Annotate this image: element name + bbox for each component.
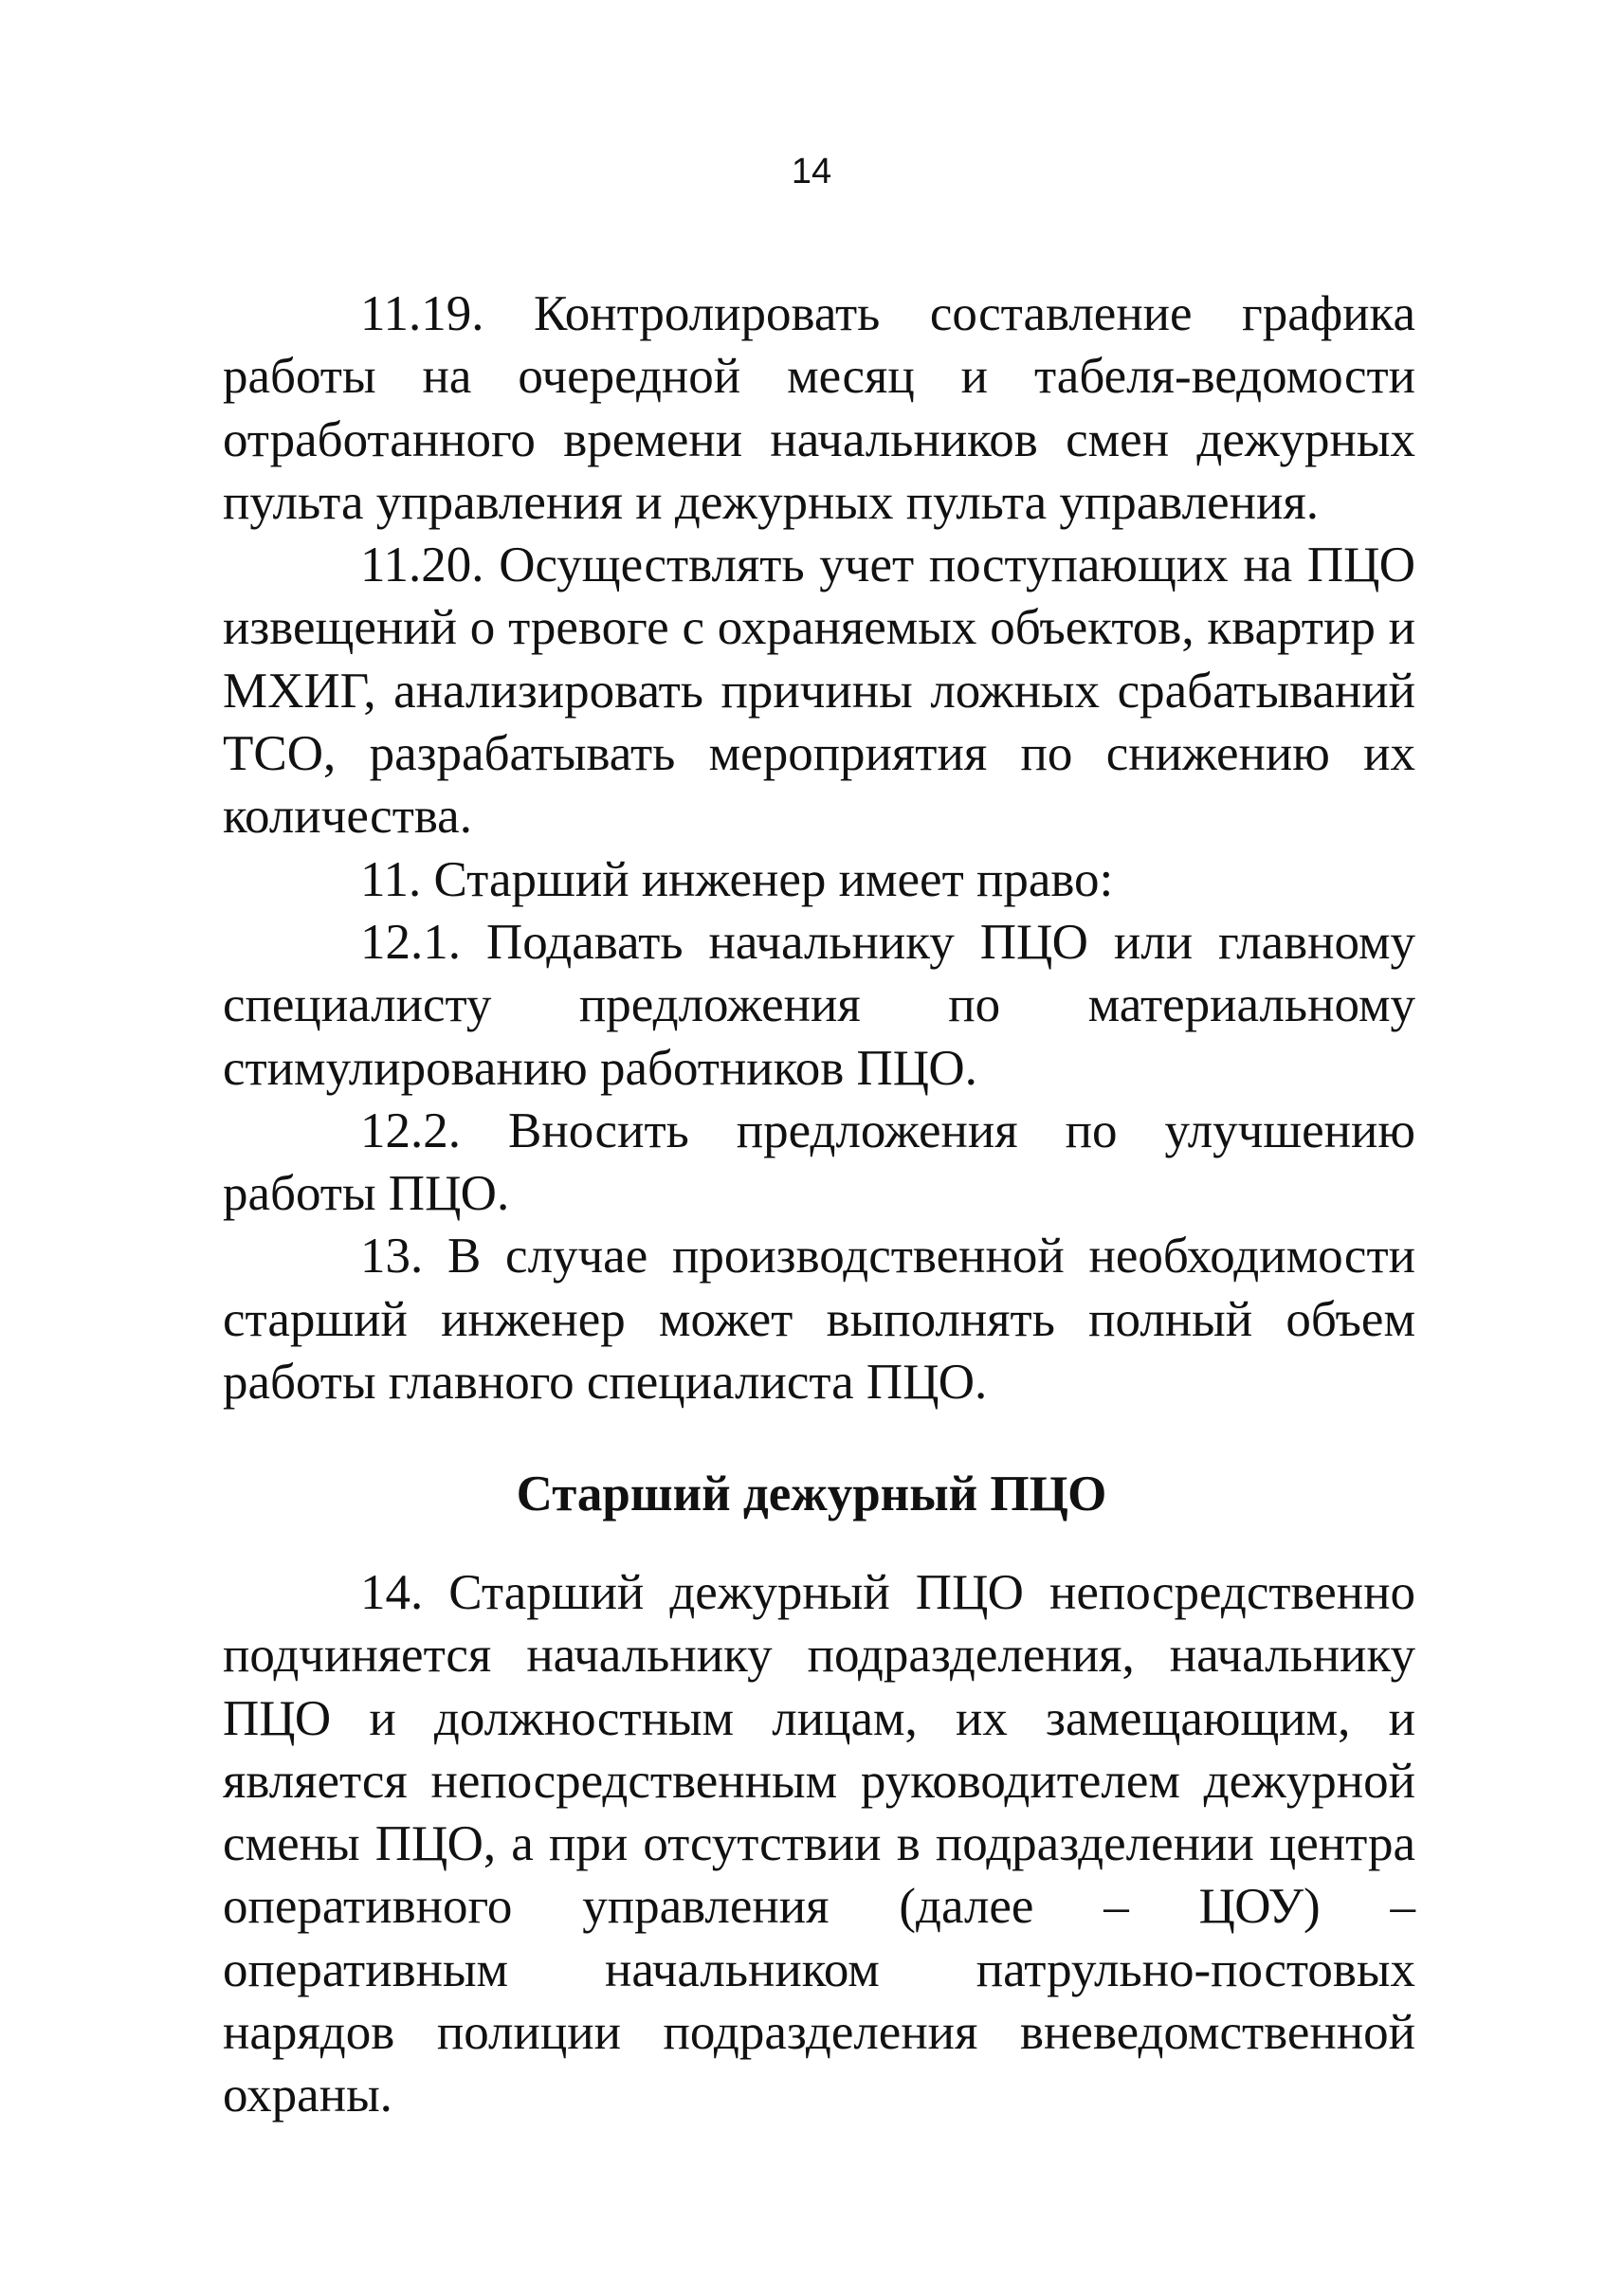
paragraph-12-1: 12.1. Подавать начальнику ПЦО или главному специалисту предложения по материальному стимулированию работников ПЦО.: [223, 914, 1415, 1096]
paragraph-13: 13. В случае производственной необходимости старший инженер может выполнять полный объем работы главного специалиста ПЦО.: [223, 1229, 1415, 1411]
paragraph-11-20: 11.20. Осуществлять учет поступающих на ПЦО извещений о тревоге с охраняемых объектов, квартир и МХИГ, анализировать причины ложных срабатываний ТСО, разрабатывать мероприятия по снижению их количества.: [223, 538, 1415, 845]
paragraph-11: 11. Старший инженер имеет право:: [360, 851, 1114, 907]
paragraph-12-2: 12.2. Вносить предложения по улучшению работы ПЦО.: [223, 1102, 1415, 1222]
paragraph-11-19: 11.19. Контролировать составление графика работы на очередной месяц и табеля-ведомости отработанного времени начальников смен дежурных пульта управления и дежурных пульта управления.: [223, 286, 1415, 530]
page-number: 14: [791, 152, 832, 191]
section-one-body: [223, 282, 1415, 1413]
section-heading: Старший дежурный ПЦО: [516, 1467, 1107, 1522]
section-two-body: [223, 1561, 1415, 2127]
paragraph-14: 14. Старший дежурный ПЦО непосредственно подчиняется начальнику подразделения, начальнику ПЦО и должностным лицам, их замещающим, и является непосредственным руководителем дежурной смены ПЦО, а при отсутствии в подразделении центра оперативного управления (далее – ЦОУ) – оперативным начальником патрульно-постовых нарядов полиции подразделения вневедомственной охраны.: [223, 1565, 1415, 2123]
